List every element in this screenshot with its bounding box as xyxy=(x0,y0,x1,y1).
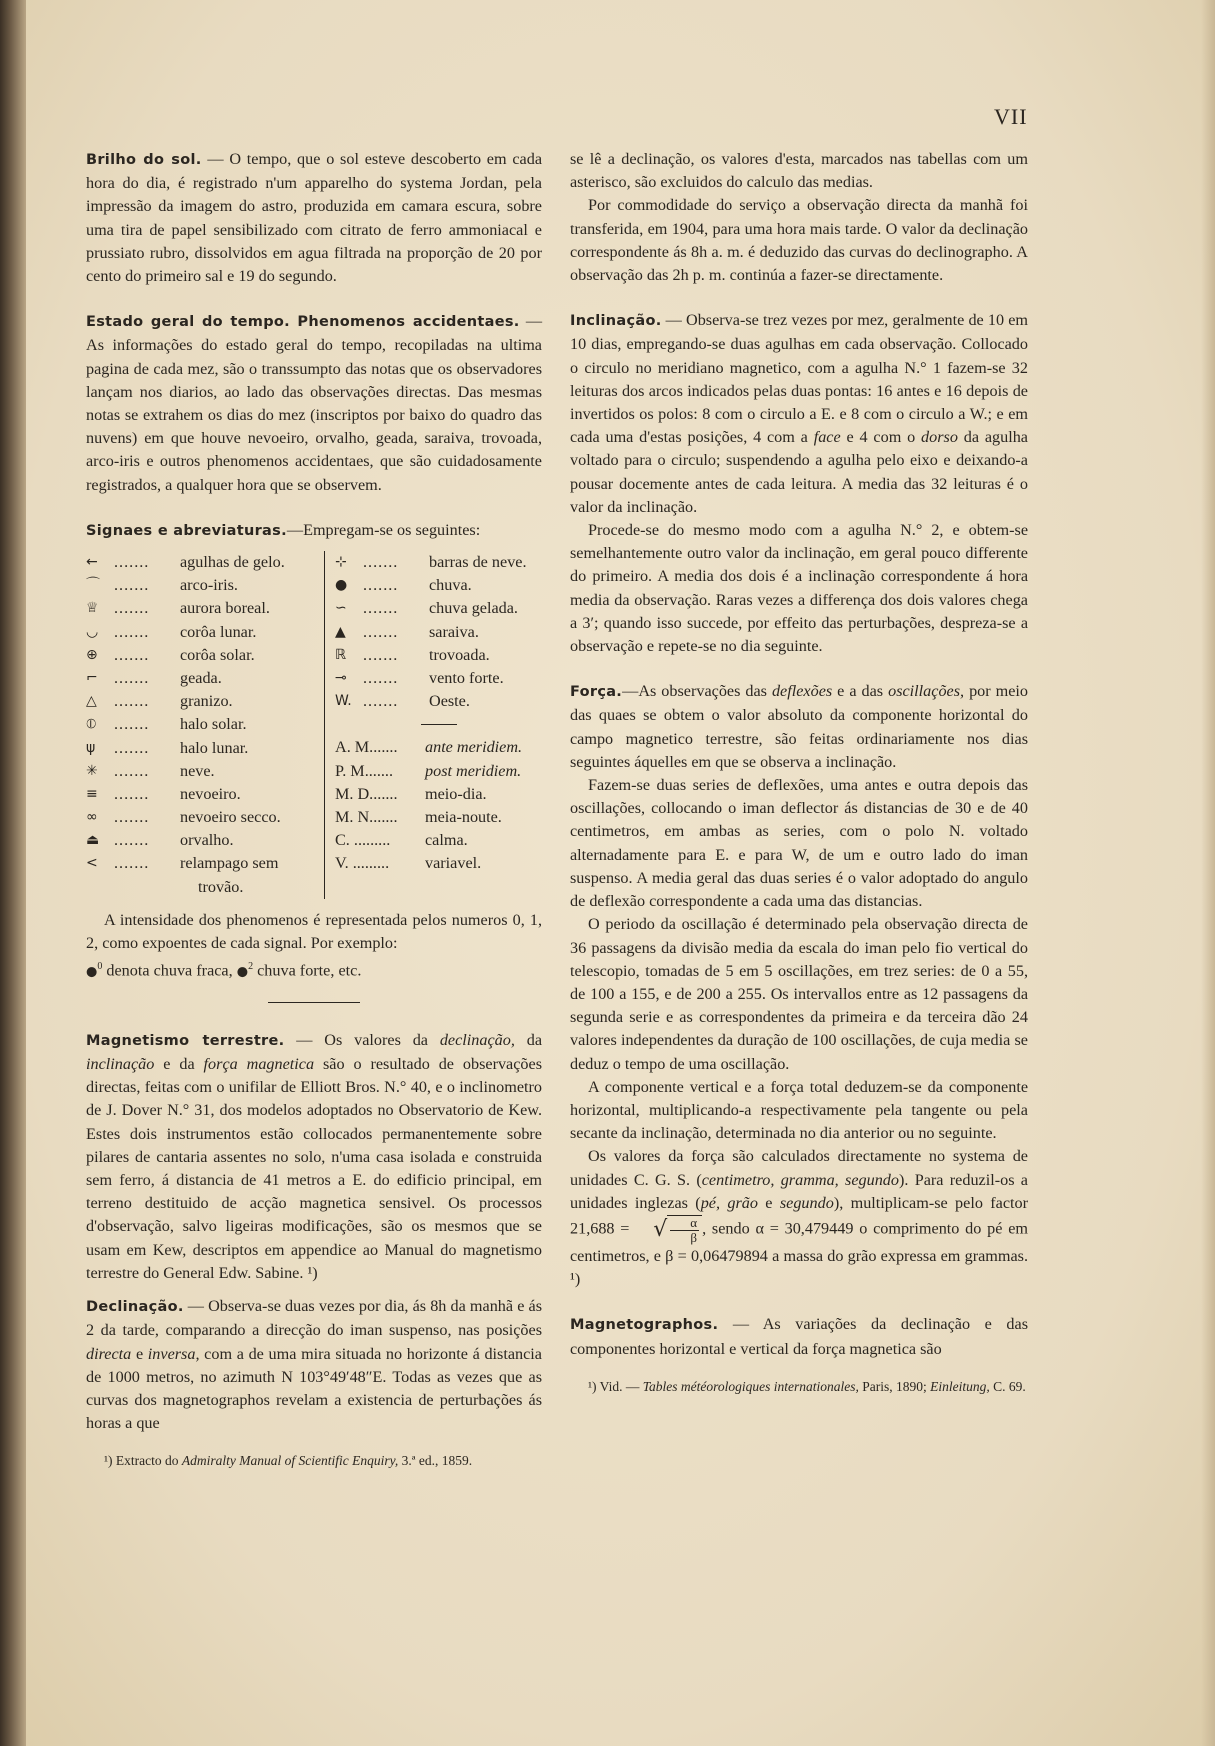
paragraph-forca: Força.—As observações das deflexões e a das oscillações, por meio das quaes se obtem o valor absoluto da componente horizontal do campo magnetico terrestre, são feitas ordinariamente nos dias seguintes áquelles em que se observa a inclinação. xyxy=(570,682,1028,771)
leader-dots: ....... xyxy=(363,576,399,595)
symbol-label: halo lunar. xyxy=(180,738,249,757)
leader-dots: ....... xyxy=(114,599,150,618)
symbol-label: corôa lunar. xyxy=(180,622,257,641)
strong-wind-icon: ⊸ xyxy=(335,669,347,686)
symbols-table xyxy=(86,551,542,899)
ice-needles-icon: ← xyxy=(86,554,98,571)
heading-signaes: Signaes e abreviaturas. xyxy=(86,522,287,539)
symbol-label: Oeste. xyxy=(429,692,470,711)
abbreviation-label: calma. xyxy=(425,831,468,850)
leader-dots: ....... xyxy=(114,622,150,641)
symbol-row xyxy=(86,783,318,806)
symbol-row xyxy=(86,760,318,783)
leader-dots: ....... xyxy=(114,553,150,572)
paragraph-valores: Os valores da força são calculados directamente no systema de unidades C. G. S. (centimetro, gramma, segundo). Para reduzil-os a unidades inglezas (pé, grão e segundo), multiplicam-se pelo factor 21,688 = √ $\frac{\alpha}{\beta}$ , sendo α = 30,479449 o comprimento do pé em centimetros, e β = 0,06479894 a massa do grão expressa em grammas. ¹) xyxy=(570,1147,1029,1289)
solar-halo-icon: ⦶ xyxy=(86,716,97,733)
abbreviation-row xyxy=(335,760,542,783)
leader-dots: ....... xyxy=(114,808,150,827)
symbol-label: halo solar. xyxy=(180,715,247,734)
heading-brilho: Brilho do sol. xyxy=(86,152,202,168)
section-divider xyxy=(268,1002,360,1003)
symbol-label: nevoeiro secco. xyxy=(180,808,281,827)
lunar-halo-icon: ψ xyxy=(86,739,96,756)
symbol-row xyxy=(86,551,318,574)
leader-dots: ....... xyxy=(363,553,399,572)
paragraph-magnetismo: Magnetismo terrestre. — Os valores da declinação, da inclinação e da força magnetica são o resultado de observações directas, feitas com o unifilar de Elliott Bros. N.° 40, e o inclinometro de J. Dover N.° 31, dos modelos adoptados no Observatorio de Kew. Estes dois instrumentos estão collocados permanentemente sobre pilares de cantaria assentes no solo, n'uma casa isolada e construida sem ferro, á distancia de 41 metros a E. do edificio principal, em terreno destituido de acção magnetica sensivel. Os processos d'observação, salvo ligeiras modificações, são os mesmos que se usam em Kew, descriptos em appendice ao Manual do magnetismo terrestre do General Edw. Sabine. ¹) xyxy=(86,1030,543,1282)
symbol-row xyxy=(86,690,318,713)
symbol-row xyxy=(86,574,318,597)
fraction: $\frac{\alpha}{\beta}$ xyxy=(667,1215,702,1245)
symbol-row xyxy=(335,574,542,597)
abbreviation-row xyxy=(335,829,542,852)
paragraph-intensidade: A intensidade dos phenomenos é representada pelos numeros 0, 1, 2, como expoentes de cada signal. Por exemplo: ●$^0$ denota chuva fraca, ●$^2$ chuva forte, etc. xyxy=(86,910,542,980)
paragraph-magnetographos: Magnetographos. — As variações da declinação e das componentes horizontal e vertical da força magnetica são xyxy=(570,1315,1028,1358)
heading-estado: Estado geral do tempo. Phenomenos accidentaes. xyxy=(86,314,520,331)
abbreviation-row xyxy=(335,783,542,806)
footnote-right: ¹) Vid. — Tables météorologiques internationales, Paris, 1890; Einleitung, C. 69. xyxy=(588,1378,1026,1394)
symbol-label: relampago sem xyxy=(180,854,279,873)
leader-dots: ....... xyxy=(114,761,150,780)
abbreviation-code: C. ......... xyxy=(335,831,391,850)
symbol-row xyxy=(335,551,542,574)
symbol-row xyxy=(86,597,318,620)
symbols-right-list xyxy=(325,551,542,899)
symbol-row xyxy=(335,667,542,690)
paragraph-signaes: Signaes e abreviaturas.—Empregam-se os seguintes: xyxy=(86,520,481,539)
paragraph-brilho: Brilho do sol. — O tempo, que o sol esteve descoberto em cada hora do dia, é registrado n'um apparelho do systema Jordan, pela impressão da imagem do astro, produzida em camara escura, sobre uma tira de papel sensibilizado com citrato de ferro ammoniacal e prussiato rubro, dissolvidos em agua filtrada na proporção de 20 por cento do primeiro sal e 19 do segundo. xyxy=(86,150,543,286)
abbreviation-code: P. M....... xyxy=(335,761,394,780)
symbol-code: W. xyxy=(335,693,352,710)
sqrt-icon: √ xyxy=(653,1217,668,1243)
leader-dots: ....... xyxy=(363,622,399,641)
divider xyxy=(421,724,457,725)
symbol-label: nevoeiro. xyxy=(180,784,241,803)
symbol-row xyxy=(86,621,318,644)
paragraph-procede: Procede-se do mesmo modo com a agulha N.° 2, e obtem-se semelhantemente outro valor da inclinação, em geral pouco differente do primeiro. A media dos dois é a inclinação correspondente á hora media da observação. Raras vezes a differença dos dois valores chega a 3′; quando isso succede, por effeito das perturbações, despreza-se a observação e repete-se no dia seguinte. xyxy=(570,521,1028,656)
symbol-row xyxy=(86,713,318,736)
leader-dots: ....... xyxy=(114,668,150,687)
page-number: VII xyxy=(994,104,1028,129)
paragraph-commodidade: Por commodidade do serviço a observação directa da manhã foi transferida, em 1904, para uma hora mais tarde. O valor da declinação correspondente ás 8h a. m. é deduzido das curvas do declinographo. A observação das 2h p. m. continúa a fazer-se directamente. xyxy=(570,196,1028,285)
symbol-label: geada. xyxy=(180,668,222,687)
symbol-label: granizo. xyxy=(180,692,233,711)
heading-inclinacao: Inclinação. xyxy=(570,313,662,330)
heading-magnetismo: Magnetismo terrestre. xyxy=(86,1032,285,1049)
symbol-label: chuva gelada. xyxy=(429,599,518,618)
rain-icon: ● xyxy=(86,964,98,980)
abbreviation-code: M. N....... xyxy=(335,807,398,826)
symbol-row xyxy=(335,690,542,713)
right-column xyxy=(570,148,1028,1397)
symbol-row xyxy=(86,644,318,667)
abbreviation-code: V. ......... xyxy=(335,854,390,873)
abbreviation-label: ante meridiem. xyxy=(425,738,523,757)
symbol-row xyxy=(86,737,318,760)
aurora-icon: ♕ xyxy=(86,600,99,617)
symbol-row xyxy=(335,644,542,667)
abbreviation-row xyxy=(335,806,542,829)
abbreviation-label: meio-dia. xyxy=(425,784,487,803)
paragraph-periodo: O periodo da oscillação é determinado pela observação directa de 36 passagens da divisão media da escala do iman pelo fio vertical do telescopio, tomadas de 5 em 5 oscillações, em trez series: de 0 a 55, de 100 a 155, e de 200 a 255. Os intervallos entre as 12 passagens da segunda serie e as correspondentes da primeira e da terceira dão 24 valores independentes da duração de 100 oscillações, de cuja media se deduz o tempo de uma oscillação. xyxy=(570,915,1028,1073)
symbol-label: neve. xyxy=(180,761,215,780)
symbol-label: vento forte. xyxy=(429,668,504,687)
rain-icon: ● xyxy=(335,577,348,594)
dew-icon: ⏏ xyxy=(86,832,100,849)
leader-dots: ....... xyxy=(114,738,150,757)
leader-dots: ....... xyxy=(114,715,150,734)
freezing-rain-icon: ∽ xyxy=(335,600,347,617)
symbol-label: aurora boreal. xyxy=(180,599,270,618)
symbol-row xyxy=(335,597,542,620)
fog-icon: ≡ xyxy=(86,785,98,802)
symbol-row xyxy=(335,621,542,644)
abbreviation-label: meia-noute. xyxy=(425,807,502,826)
symbol-label: agulhas de gelo. xyxy=(180,553,285,572)
symbols-left-list xyxy=(86,551,325,899)
thunderstorm-icon: ℝ xyxy=(335,646,347,663)
symbol-label: corôa solar. xyxy=(180,645,255,664)
symbol-row xyxy=(86,852,318,875)
lunar-corona-icon: ◡ xyxy=(86,623,99,640)
symbol-label: arco-iris. xyxy=(180,576,238,595)
paragraph-fazem: Fazem-se duas series de deflexões, uma antes e outra depois das oscillações, collocando o iman deflector ás distancias de 30 e de 40 centimetros, em ambas as series, com o polo N. voltado alternadamente para E. e para W, de um e outro lado do iman suspenso. A media geral das duas series é o valor adoptado do angulo de deflexão correspondente a cada uma das distancias. xyxy=(570,776,1028,911)
snow-icon: ✳ xyxy=(86,762,98,779)
snow-bars-icon: ⊹ xyxy=(335,554,347,571)
abbreviation-label: post meridiem. xyxy=(425,761,522,780)
leader-dots: ....... xyxy=(363,645,399,664)
heading-magnetographos: Magnetographos. xyxy=(570,1317,719,1334)
leader-dots: ....... xyxy=(114,645,150,664)
book-spine xyxy=(0,0,26,1746)
rain-icon: ● xyxy=(236,964,249,980)
symbol-label: saraiva. xyxy=(429,622,479,641)
hail-icon: △ xyxy=(86,693,97,710)
abbreviation-code: A. M....... xyxy=(335,738,398,757)
frost-icon: ⌐ xyxy=(86,669,98,686)
abbreviation-code: M. D....... xyxy=(335,784,398,803)
symbol-label: trovoada. xyxy=(429,645,490,664)
left-column xyxy=(86,148,542,1471)
symbol-row xyxy=(86,829,318,852)
leader-dots: ....... xyxy=(114,784,150,803)
lightning-icon: < xyxy=(86,855,98,872)
leader-dots: ....... xyxy=(114,831,150,850)
symbol-label: trovão. xyxy=(198,877,244,896)
leader-dots: ....... xyxy=(114,576,150,595)
abbreviation-row xyxy=(335,736,542,759)
heading-forca: Força. xyxy=(570,684,623,701)
page-edge xyxy=(1201,0,1215,1746)
symbol-label: chuva. xyxy=(429,576,472,595)
symbol-label: orvalho. xyxy=(180,831,234,850)
abbreviation-label: variavel. xyxy=(425,854,482,873)
symbol-row xyxy=(86,667,318,690)
solar-corona-icon: ⊕ xyxy=(86,646,98,663)
sleet-icon: ▲ xyxy=(335,623,346,640)
symbol-row xyxy=(86,876,318,899)
abbreviation-row xyxy=(335,852,542,875)
symbol-label: barras de neve. xyxy=(429,553,527,572)
paragraph-inclinacao: Inclinação. — Observa-se trez vezes por mez, geralmente de 10 em 10 dias, empregando-se duas agulhas em cada observação. Collocado o circulo no meridiano magnetico, com a agulha N.° 1 fazem-se 32 leituras dos arcos indicados pelas duas pontas: 16 antes e 16 depois de invertidos os polos: 8 com o circulo a E. e 8 com o circulo a W.; e em cada uma d'estas posições, 4 com a face e 4 com o dorso da agulha voltado para o circulo; suspendendo a agulha pelo eixo e deixando-a pousar docemente antes de cada leitura. A media das 32 leituras é o valor da inclinação. xyxy=(570,311,1028,516)
paragraph-declinacao: Declinação. — Observa-se duas vezes por dia, ás 8h da manhã e ás 2 da tarde, comparando a direcção do iman suspenso, nas posições directa e inversa, com a de uma mira situada no horizonte á distancia de 1000 metros, no azimuth N 103°49′48″E. Todas as vezes que as curvas dos magnetographos revelam a existencia de perturbações ás horas a que xyxy=(86,1297,542,1433)
paragraph-continuation: se lê a declinação, os valores d'esta, marcados nas tabellas com um asterisco, são excluidos do calculo das medias. xyxy=(570,150,1028,192)
leader-dots: ....... xyxy=(114,854,150,873)
sqrt-formula xyxy=(635,1215,702,1245)
symbol-row xyxy=(86,806,318,829)
paragraph-estado: Estado geral do tempo. Phenomenos accidentaes. — As informações do estado geral do tempo, recopiladas na ultima pagina de cada mez, são o transsumpto das notas que os observadores lançam nos diarios, ao lado das observações directas. Das mesmas notas se extrahem os dias do mez (inscriptos por baixo do quadro das nuvens) em que houve nevoeiro, orvalho, geada, saraiva, trovoada, arco-iris e outros phenomenos accidentaes, que são cuidadosamente registrados, a qualquer hora que se observem. xyxy=(86,312,542,494)
footnote-left: ¹) Extracto do Admiralty Manual of Scientific Enquiry, 3.ª ed., 1859. xyxy=(104,1453,473,1469)
leader-dots: ....... xyxy=(363,668,399,687)
heading-declinacao: Declinação. xyxy=(86,1299,184,1316)
leader-dots: ....... xyxy=(363,692,399,711)
leader-dots: ....... xyxy=(363,599,399,618)
rainbow-icon: ⌒ xyxy=(86,577,100,594)
leader-dots: ....... xyxy=(114,692,150,711)
dry-fog-icon: ∞ xyxy=(86,809,98,826)
paragraph-componente: A componente vertical e a força total deduzem-se da componente horizontal, multiplicando-a respectivamente pela tangente ou pela secante da inclinação, determinada no dia anterior ou no seguinte. xyxy=(570,1077,1028,1143)
